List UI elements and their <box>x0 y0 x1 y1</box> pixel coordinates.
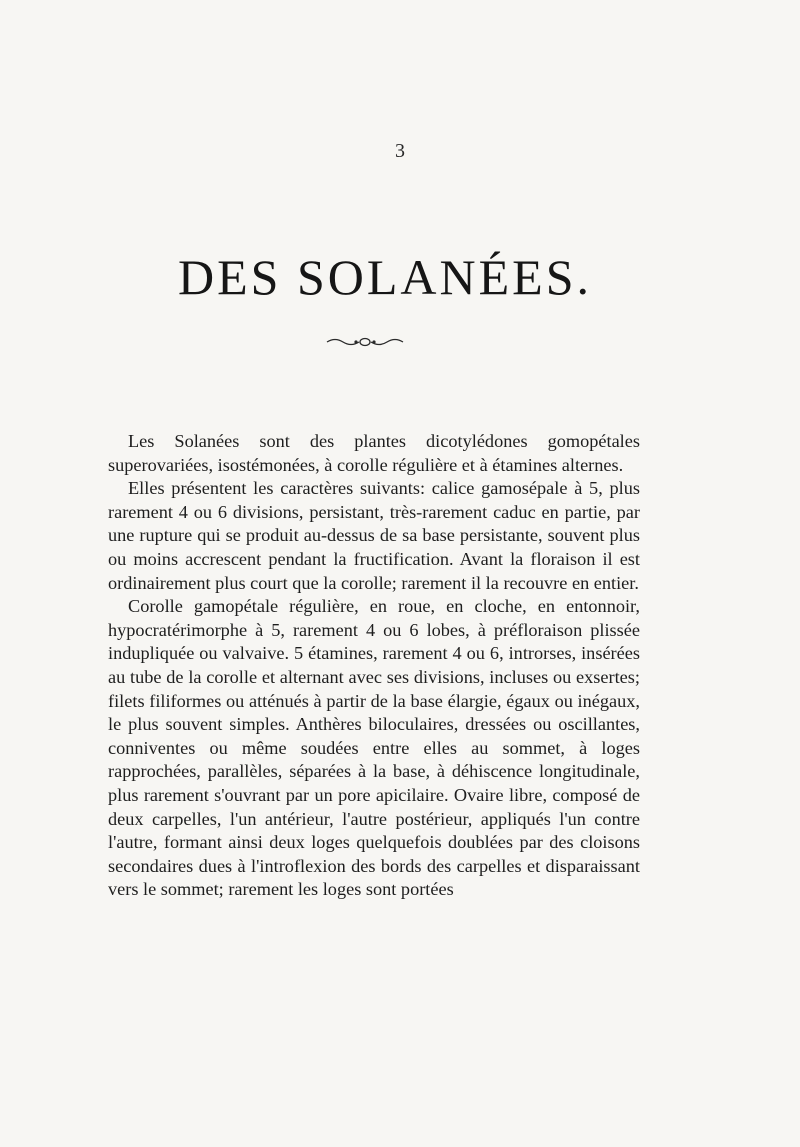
paragraph-corolle: Corolle gamopétale régulière, en roue, en cloche, en entonnoir, hypocratérimorphe à 5, rarement 4 ou 6 lobes, à préfloraison plissée indupliquée ou valvaive. 5 étamines, rarement 4 ou 6, introrses, insérées au tube de la corolle et alternant avec ses divisions, incluses ou exsertes; filets filiformes ou atténués à partir de la base élargie, égaux ou inégaux, le plus souvent simples. Anthères biloculaires, dressées ou oscillantes, conniventes ou même soudées entre elles au sommet, à loges rapprochées, parallèles, séparées à la base, à déhiscence longitudinale, plus rarement s'ouvrant par un pore apicilaire. Ovaire libre, composé de deux carpelles, l'un antérieur, l'autre postérieur, appliqués l'un contre l'autre, formant ainsi deux loges quelquefois doublées par des cloisons secondaires dues à l'introflexion des bords des carpelles et disparaissant vers le sommet; rarement les loges sont portées <box>108 596 640 900</box>
paragraph-intro: Les Solanées sont des plantes dicotylédones gomopétales superovariées, isostémonées, à corolle régulière et à étamines alternes. <box>108 431 640 475</box>
decorative-flourish-icon <box>0 335 730 354</box>
paragraph-calice: Elles présentent les caractères suivants: calice gamosépale à 5, plus rarement 4 ou 6 divisions, persistant, très-rarement caduc en partie, par une rupture qui se produit au-dessus de sa base persistante, souvent plus ou moins accrescent pendant la fructification. Avant la floraison il est ordinairement plus court que la corolle; rarement il la recouvre en entier. <box>108 478 640 593</box>
page-title: DES SOLANÉES. <box>177 249 593 305</box>
page-number: 3 <box>395 140 405 162</box>
body-text <box>108 430 640 902</box>
flourish-icon <box>325 335 405 349</box>
